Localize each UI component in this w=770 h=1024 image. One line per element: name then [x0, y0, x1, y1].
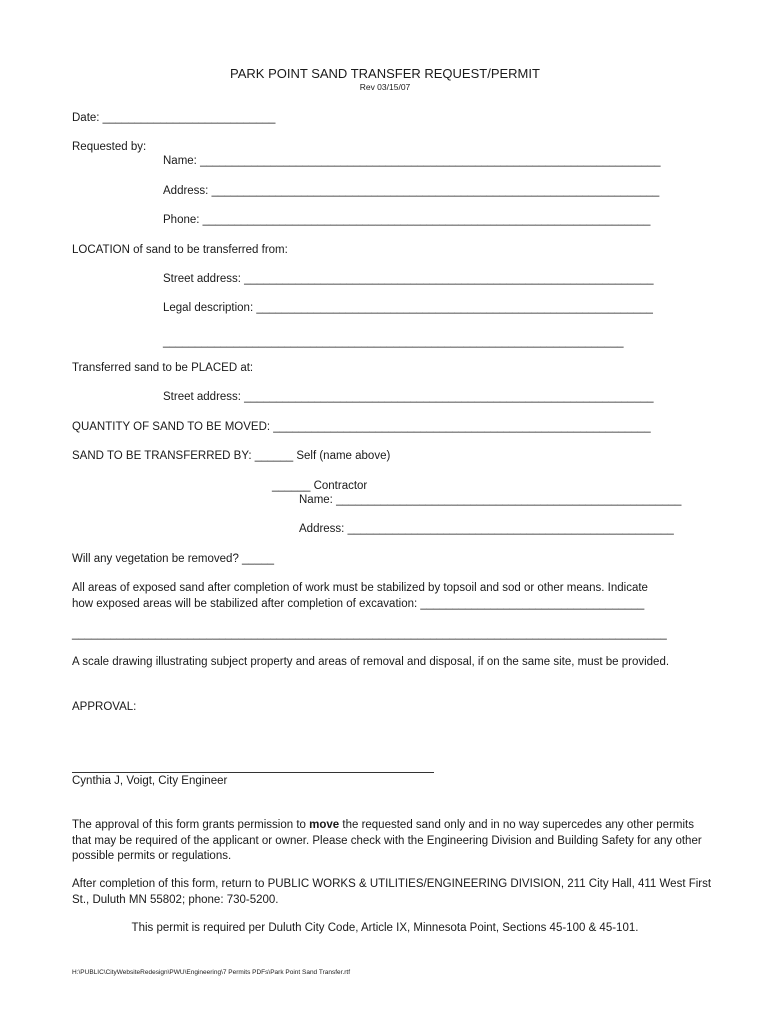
location-from-heading: LOCATION of sand to be transferred from:	[72, 244, 288, 256]
stabilization-text-line2: how exposed areas will be stabilized after completion of excavation: ___________________________________	[72, 598, 645, 610]
notice-text-end: the requested sand only and in no way supercedes any other permits that may be required of the applicant or owner. Please check with the Engineering Division and Building Safety for any other possible permits or regulations.	[72, 819, 702, 862]
stabilization-blank-line: _____________________________________________________________________________________________	[72, 628, 667, 640]
quantity-field: QUANTITY OF SAND TO BE MOVED: ___________________________________________________________	[72, 421, 651, 433]
date-field: Date: ___________________________	[72, 112, 276, 124]
notice-bold-word: move	[309, 819, 340, 831]
placed-at-heading: Transferred sand to be PLACED at:	[72, 362, 254, 374]
city-engineer-name: Cynthia J, Voigt, City Engineer	[72, 775, 228, 787]
contractor-name-field: Name: ______________________________________________________	[299, 494, 682, 506]
stabilization-text-line1: All areas of exposed sand after completion of work must be stabilized by topsoil and sod or other means. Indicate	[72, 582, 648, 594]
street-address-to-field: Street address: ________________________________________________________________	[163, 391, 654, 403]
street-address-from-field: Street address: ________________________________________________________________	[163, 273, 654, 285]
revision-date: Rev 03/15/07	[359, 82, 411, 92]
approval-notice	[72, 818, 712, 865]
requested-by-label: Requested by:	[72, 141, 147, 153]
notice-text-start: The approval of this form grants permission to	[72, 819, 310, 831]
address-field: Address: ______________________________________________________________________	[163, 185, 660, 197]
legal-description-field: Legal description: ______________________________________________________________	[163, 302, 653, 314]
contractor-address-field: Address: ___________________________________________________	[299, 523, 674, 535]
city-code-reference: This permit is required per Duluth City Code, Article IX, Minnesota Point, Sections 45-100 & 45-101.	[131, 922, 639, 934]
scale-drawing-requirement: A scale drawing illustrating subject property and areas of removal and disposal, if on the same site, must be provided.	[72, 656, 670, 668]
contractor-option: ______ Contractor	[272, 480, 368, 492]
return-instructions: After completion of this form, return to PUBLIC WORKS & UTILITIES/ENGINEERING DIVISION, 211 City Hall, 411 West First St., Duluth MN 55802; phone: 730-5200.	[72, 878, 712, 906]
form-title: PARK POINT SAND TRANSFER REQUEST/PERMIT	[230, 66, 540, 81]
legal-description-continued: ________________________________________________________________________	[163, 336, 624, 348]
phone-field: Phone: ______________________________________________________________________	[163, 214, 651, 226]
approval-heading: APPROVAL:	[72, 701, 137, 713]
signature-line	[72, 772, 434, 773]
vegetation-question: Will any vegetation be removed? _____	[72, 553, 275, 565]
transferred-by-field: SAND TO BE TRANSFERRED BY: ______ Self (name above)	[72, 450, 391, 462]
file-path-footer: H:\PUBLIC\CityWebsiteRedesign\PWU\Engineering\7 Permits PDFs\Park Point Sand Transfer.rtf	[72, 969, 351, 976]
name-field: Name: ________________________________________________________________________	[163, 155, 661, 167]
